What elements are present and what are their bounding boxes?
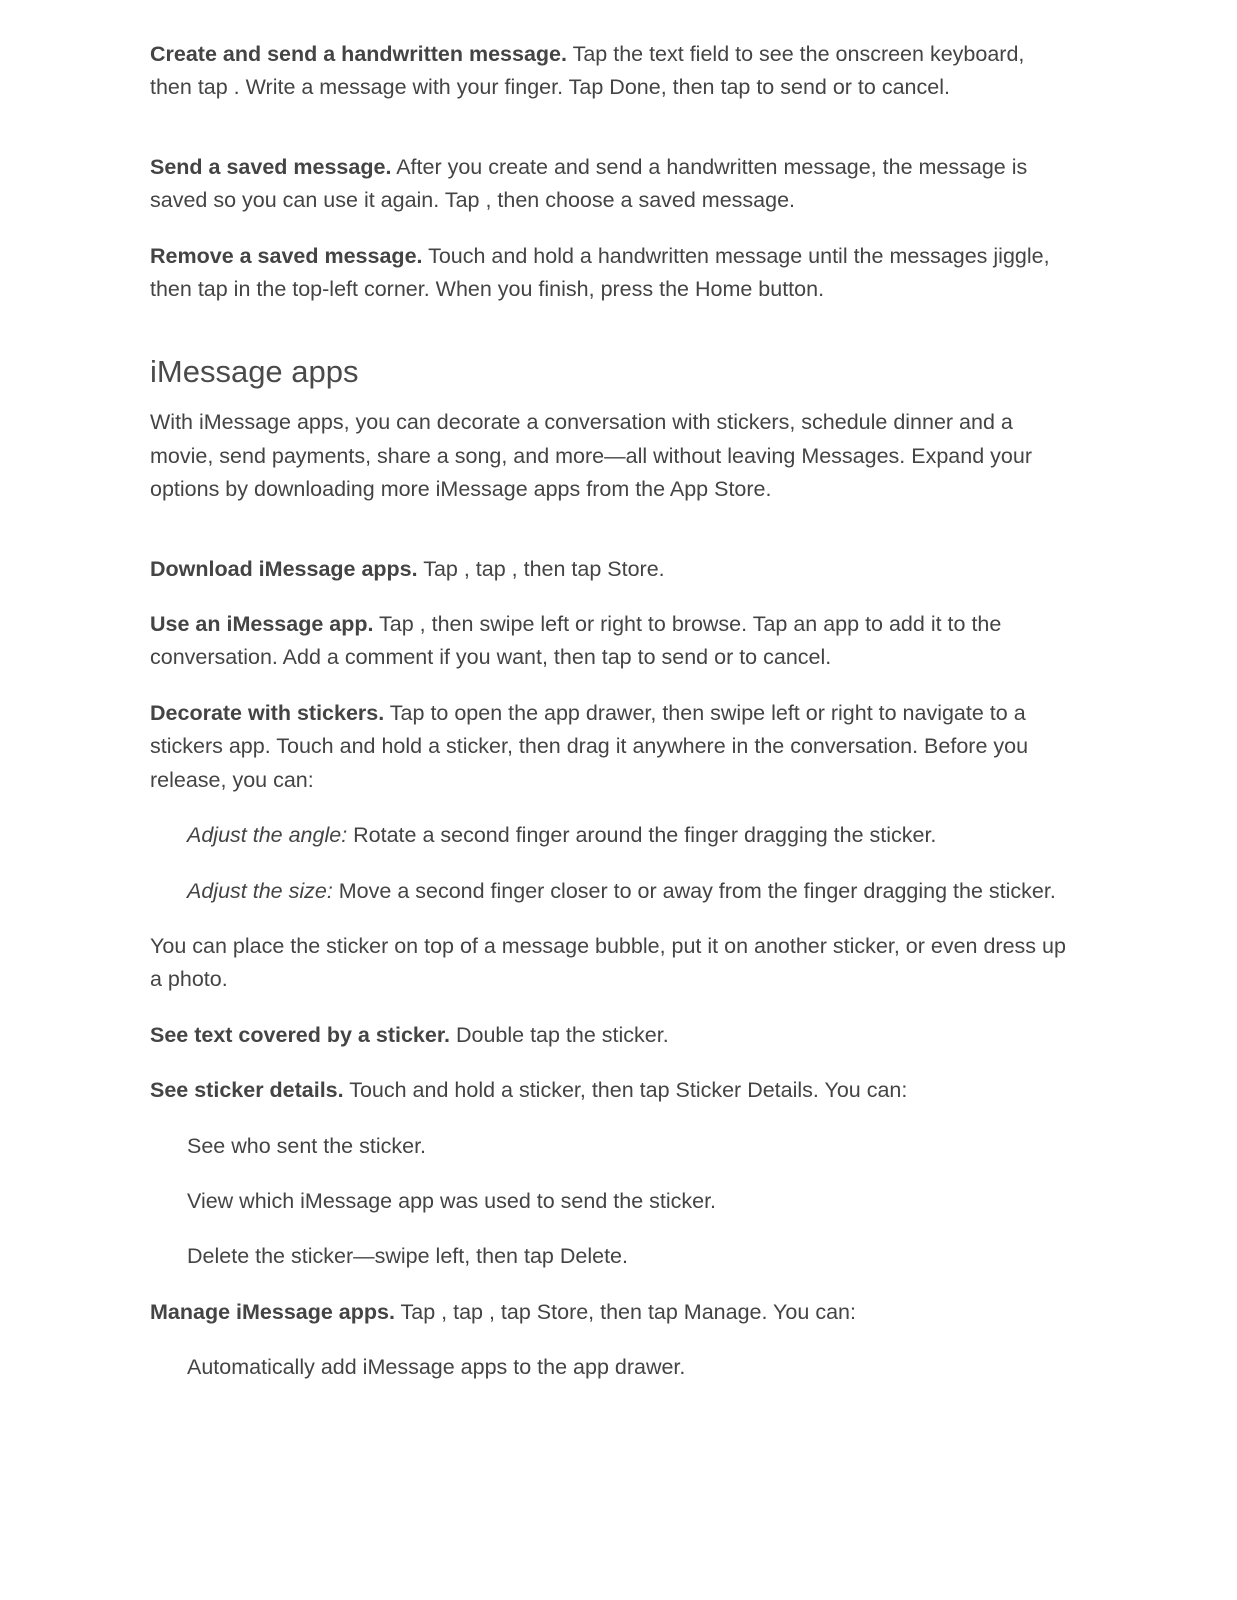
remove-saved-paragraph <box>150 240 1070 307</box>
download-lead: Download iMessage apps. <box>150 556 418 581</box>
send-saved-text: After you create and send a handwritten message, the message is saved so you can use it again. Tap , then choose a saved message. <box>150 154 1028 213</box>
manage-paragraph <box>150 1296 1070 1329</box>
adjust-angle-text: Rotate a second finger around the finger dragging the sticker. <box>347 823 937 848</box>
decorate-text: Tap to open the app drawer, then swipe left or right to navigate to a stickers app. Touch and hold a sticker, then drag it anywhere in the conversation. Before you release, you can: <box>150 700 1029 792</box>
manage-text: Tap , tap , tap Store, then tap Manage. You can: <box>394 1299 856 1324</box>
intro-paragraph: With iMessage apps, you can decorate a conversation with stickers, schedule dinner and a movie, send payments, share a song, and more—all without leaving Messages. Expand your options by downloading more iMessage apps from the App Store. <box>150 410 1032 502</box>
adjust-size-lead: Adjust the size: <box>187 878 333 903</box>
use-app-paragraph <box>150 608 1070 675</box>
see-details-lead: See sticker details. <box>150 1078 344 1103</box>
create-handwritten-text: Tap the text field to see the onscreen keyboard, then tap . Write a message with your finger. Tap Done, then tap to send or to cancel. <box>150 42 1025 100</box>
create-handwritten-paragraph <box>150 38 1070 105</box>
see-details-paragraph <box>150 1074 1070 1107</box>
send-saved-paragraph <box>150 151 1070 218</box>
decorate-paragraph <box>150 697 1070 797</box>
document-page <box>150 38 1070 1407</box>
section-heading: iMessage apps <box>150 354 359 390</box>
create-handwritten-lead: Create and send a handwritten message. <box>150 42 567 66</box>
download-paragraph <box>150 553 1070 586</box>
remove-saved-text: Touch and hold a handwritten message until the messages jiggle, then tap in the top-left corner. When you finish, press the Home button. <box>150 243 1050 302</box>
manage-lead: Manage iMessage apps. <box>150 1299 395 1324</box>
manage-list-item: Automatically add iMessage apps to the app drawer. <box>187 1355 686 1380</box>
decorate-lead: Decorate with stickers. <box>150 700 385 725</box>
details-list-item: View which iMessage app was used to send the sticker. <box>187 1188 717 1213</box>
adjust-angle-lead: Adjust the angle: <box>187 823 348 848</box>
use-app-lead: Use an iMessage app. <box>150 612 374 637</box>
adjust-size-item <box>150 875 1070 908</box>
remove-saved-lead: Remove a saved message. <box>150 243 423 268</box>
see-covered-text: Double tap the sticker. <box>449 1022 669 1047</box>
place-sticker-paragraph: You can place the sticker on top of a message bubble, put it on another sticker, or even dress up a photo. <box>150 933 1066 992</box>
download-text: Tap , tap , then tap Store. <box>417 556 665 581</box>
adjust-angle-item <box>150 819 1070 852</box>
use-app-text: Tap , then swipe left or right to browse. Tap an app to add it to the conversation. Add a comment if you want, then tap to send or to cancel. <box>150 612 1002 670</box>
see-details-text: Touch and hold a sticker, then tap Sticker Details. You can: <box>343 1078 908 1103</box>
adjust-size-text: Move a second finger closer to or away from the finger dragging the sticker. <box>332 878 1056 903</box>
see-covered-lead: See text covered by a sticker. <box>150 1022 450 1047</box>
details-list-item: Delete the sticker—swipe left, then tap Delete. <box>187 1244 628 1269</box>
send-saved-lead: Send a saved message. <box>150 154 392 179</box>
details-list-item: See who sent the sticker. <box>187 1133 427 1158</box>
see-covered-paragraph <box>150 1019 1070 1052</box>
